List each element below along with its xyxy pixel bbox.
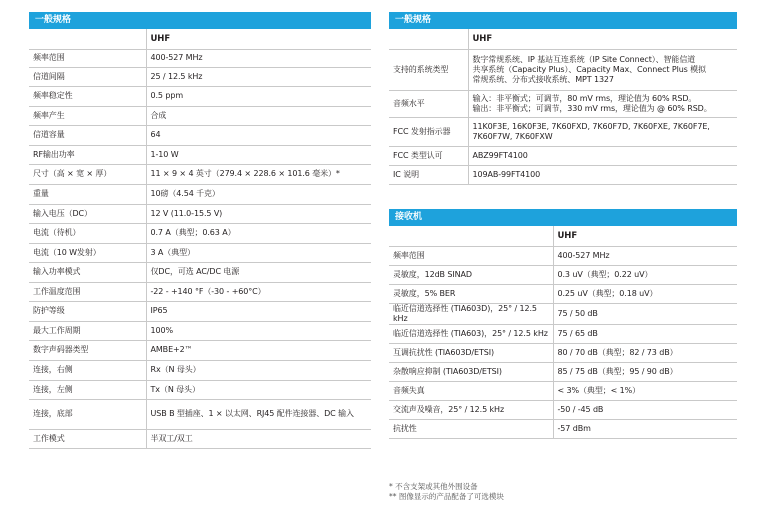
table-row	[389, 90, 737, 117]
spec-label: FCC 类型认可	[389, 146, 468, 165]
spec-label: 频率稳定性	[29, 86, 146, 106]
table-header-row	[389, 29, 737, 49]
table-row	[389, 146, 737, 165]
table-row	[29, 399, 371, 429]
spec-label: 电流（待机）	[29, 223, 146, 243]
spec-value: 0.25 uV（典型；0.18 uV）	[553, 284, 737, 303]
spec-value: 85 / 75 dB（典型；95 / 90 dB）	[553, 362, 737, 381]
table-row	[29, 243, 371, 262]
spec-value: -50 / -45 dB	[553, 400, 737, 419]
table-row	[29, 340, 371, 360]
table-row	[29, 429, 371, 448]
spec-value-line: 常规系统、分布式接收系统、MPT 1327	[472, 74, 614, 84]
spec-value-line: 11K0F3E, 16K0F3E, 7K60FXD, 7K60F7D, 7K60FXE, 7K60F7E,	[472, 121, 710, 131]
table-row	[29, 67, 371, 86]
spec-value-line: 输入：非平衡式；可调节，80 mV rms，理论值为 60% RSD。	[472, 93, 697, 103]
spec-value	[468, 49, 737, 90]
table-row	[389, 265, 737, 284]
header-blank	[29, 29, 146, 49]
table-row	[29, 262, 371, 282]
spec-value-line: 共享系统（Capacity Plus）、Capacity Max、Connect Plus 模拟	[472, 64, 706, 74]
table-row	[29, 164, 371, 184]
spec-value: 合成	[146, 106, 371, 125]
spec-value: AMBE+2™	[146, 340, 371, 360]
table-row	[29, 106, 371, 125]
spec-value	[468, 146, 737, 165]
spec-label: 信道间隔	[29, 67, 146, 86]
spec-value: 0.7 A（典型；0.63 A）	[146, 223, 371, 243]
spec-label: 重量	[29, 184, 146, 204]
table-row	[29, 145, 371, 164]
footnote: * 不含支架或其他外围设备	[389, 482, 478, 491]
spec-label: 临近信道选择性 (TIA603)，25° / 12.5 kHz	[389, 324, 553, 343]
spec-value: IP65	[146, 301, 371, 321]
table-row	[389, 381, 737, 400]
section-header: 一般规格	[389, 12, 737, 29]
table-row	[389, 419, 737, 438]
general-specs-right	[389, 12, 737, 185]
table-row	[389, 400, 737, 419]
spec-label: IC 说明	[389, 165, 468, 184]
spec-value: 11 × 9 × 4 英寸（279.4 × 228.6 × 101.6 毫米）*	[146, 164, 371, 184]
spec-label: 电流（10 W发射）	[29, 243, 146, 262]
table-row	[389, 362, 737, 381]
spec-table	[389, 226, 737, 439]
header-blank	[389, 29, 468, 49]
spec-label: 频率产生	[29, 106, 146, 125]
table-row	[389, 343, 737, 362]
spec-label: FCC 发射指示器	[389, 117, 468, 146]
spec-value: 400-527 MHz	[553, 246, 737, 265]
spec-label: 临近信道选择性 (TIA603D)，25° / 12.5 kHz	[389, 303, 553, 324]
spec-label: 尺寸（高 × 宽 × 厚）	[29, 164, 146, 184]
spec-value: 100%	[146, 321, 371, 340]
general-specs-left	[29, 12, 371, 449]
spec-value: 0.3 uV（典型；0.22 uV）	[553, 265, 737, 284]
spec-value: USB B 型插座、1 × 以太网、RJ45 配件连接器、DC 输入	[146, 399, 371, 429]
table-row	[389, 165, 737, 184]
spec-label: 灵敏度，5% BER	[389, 284, 553, 303]
band-header: UHF	[146, 29, 371, 49]
spec-label: RF输出功率	[29, 145, 146, 164]
table-row	[29, 49, 371, 67]
table-header-row	[29, 29, 371, 49]
spec-value	[468, 117, 737, 146]
spec-label: 连接，底部	[29, 399, 146, 429]
spec-label: 音频水平	[389, 90, 468, 117]
spec-value: 12 V (11.0-15.5 V)	[146, 204, 371, 223]
spec-value: 80 / 70 dB（典型；82 / 73 dB）	[553, 343, 737, 362]
spec-value: 64	[146, 125, 371, 145]
spec-value: -57 dBm	[553, 419, 737, 438]
spec-value	[468, 165, 737, 184]
spec-value: 10磅（4.54 千克）	[146, 184, 371, 204]
table-row	[29, 223, 371, 243]
spec-label: 连接，左侧	[29, 380, 146, 399]
spec-label: 支持的系统类型	[389, 49, 468, 90]
spec-label: 工作模式	[29, 429, 146, 448]
table-header-row	[389, 226, 737, 246]
spec-value: < 3%（典型；< 1%）	[553, 381, 737, 400]
table-row	[29, 86, 371, 106]
spec-label: 杂散响应抑制 (TIA603D/ETSI)	[389, 362, 553, 381]
spec-table	[29, 29, 371, 449]
table-row	[389, 284, 737, 303]
header-blank	[389, 226, 553, 246]
spec-value-line: 数字常规系统、IP 基站互连系统（IP Site Connect）、智能信道	[472, 54, 696, 64]
spec-label: 数字声码器类型	[29, 340, 146, 360]
spec-label: 工作温度范围	[29, 282, 146, 301]
spec-label: 信道容量	[29, 125, 146, 145]
spec-value: 75 / 65 dB	[553, 324, 737, 343]
footnote: ** 图像显示的产品配备了可选模块	[389, 492, 504, 501]
spec-value	[468, 90, 737, 117]
spec-label: 灵敏度，12dB SINAD	[389, 265, 553, 284]
table-row	[29, 184, 371, 204]
spec-value: 25 / 12.5 kHz	[146, 67, 371, 86]
table-row	[389, 303, 737, 324]
spec-label: 最大工作周期	[29, 321, 146, 340]
table-row	[389, 324, 737, 343]
table-row	[389, 117, 737, 146]
table-row	[29, 360, 371, 380]
spec-value-line: 109AB-99FT4100	[472, 169, 541, 179]
band-header: UHF	[468, 29, 737, 49]
section-header: 一般规格	[29, 12, 371, 29]
spec-value: Rx（N 母头）	[146, 360, 371, 380]
spec-label: 抗扰性	[389, 419, 553, 438]
section-header: 接收机	[389, 209, 737, 226]
spec-label: 频率范围	[389, 246, 553, 265]
table-row	[29, 204, 371, 223]
spec-value: 仅DC，可选 AC/DC 电源	[146, 262, 371, 282]
spec-value: 75 / 50 dB	[553, 303, 737, 324]
spec-value: 1-10 W	[146, 145, 371, 164]
spec-label: 频率范围	[29, 49, 146, 67]
spec-value-line: 输出：非平衡式；可调节，330 mV rms，理论值为 @ 60% RSD。	[472, 103, 712, 113]
spec-value: Tx（N 母头）	[146, 380, 371, 399]
spec-label: 输入电压（DC）	[29, 204, 146, 223]
table-row	[29, 380, 371, 399]
spec-table	[389, 29, 737, 185]
spec-label: 音频失真	[389, 381, 553, 400]
spec-value: 400-527 MHz	[146, 49, 371, 67]
table-row	[389, 246, 737, 265]
spec-value-line: 7K60F7W, 7K60FXW	[472, 131, 553, 141]
spec-value: -22 - +140 °F（-30 - +60°C）	[146, 282, 371, 301]
receiver-specs	[389, 209, 737, 439]
table-row	[29, 321, 371, 340]
band-header: UHF	[553, 226, 737, 246]
table-row	[29, 125, 371, 145]
table-row	[389, 49, 737, 90]
spec-label: 交流声及噪音，25° / 12.5 kHz	[389, 400, 553, 419]
spec-value: 0.5 ppm	[146, 86, 371, 106]
spec-label: 连接，右侧	[29, 360, 146, 380]
spec-label: 互调抗扰性 (TIA603D/ETSI)	[389, 343, 553, 362]
footnotes	[389, 482, 504, 502]
table-row	[29, 282, 371, 301]
spec-value: 3 A（典型）	[146, 243, 371, 262]
spec-label: 防护等级	[29, 301, 146, 321]
spec-label: 输入功率模式	[29, 262, 146, 282]
table-row	[29, 301, 371, 321]
spec-value: 半双工/双工	[146, 429, 371, 448]
spec-value-line: ABZ99FT4100	[472, 150, 528, 160]
